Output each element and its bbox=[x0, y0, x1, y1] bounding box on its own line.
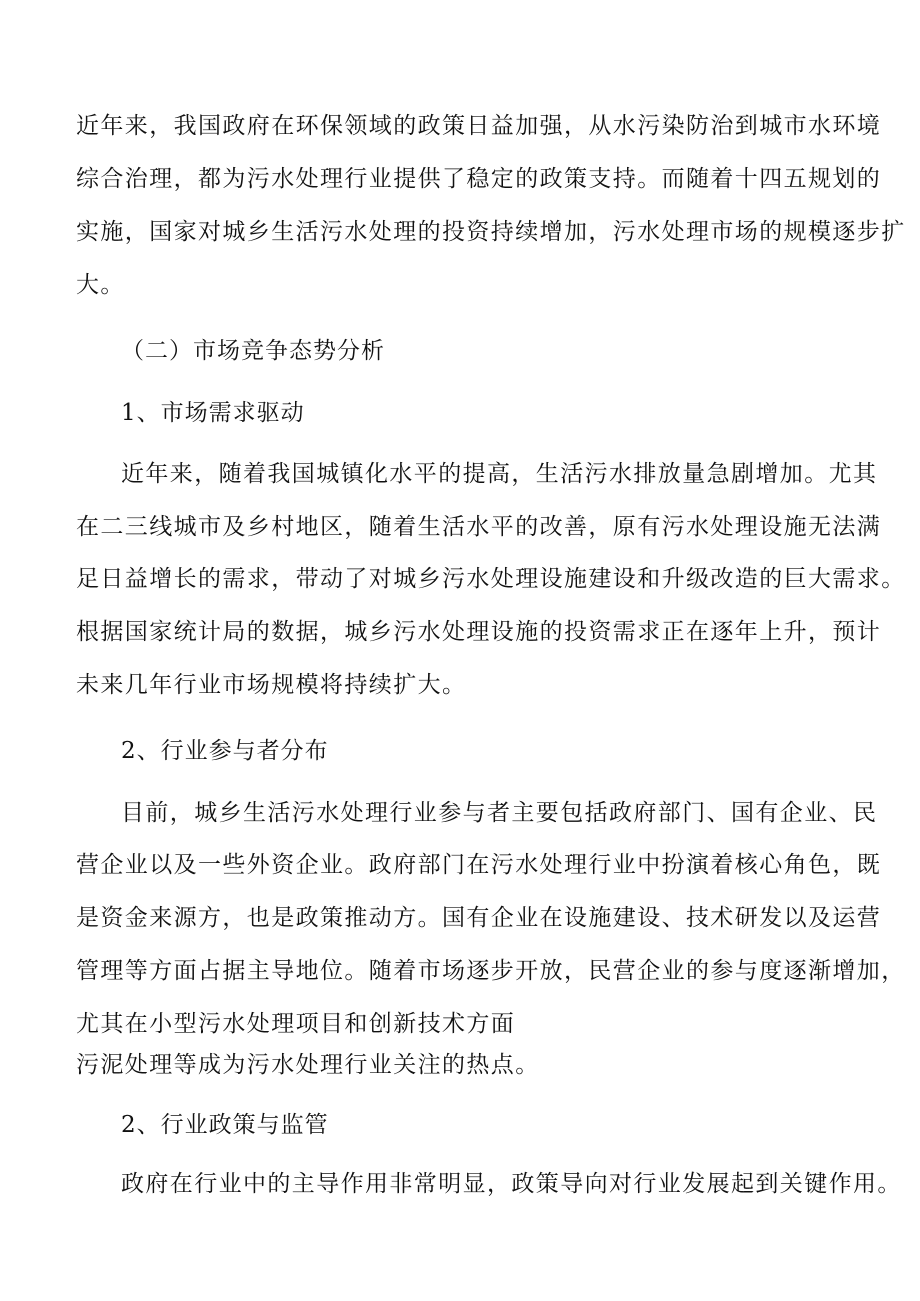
paragraph-line: 未来几年行业市场规模将持续扩大。 bbox=[76, 672, 467, 698]
paragraph-line: 综合治理，都为污水处理行业提供了稳定的政策支持。而随着十四五规划的 bbox=[76, 166, 882, 192]
paragraph-line: 污泥处理等成为污水处理行业关注的热点。 bbox=[76, 1052, 540, 1078]
section-heading: （二）市场竞争态势分析 bbox=[121, 338, 385, 364]
paragraph-line: 政府在行业中的主导作用非常明显，政策导向对行业发展起到关键作用。 bbox=[121, 1171, 902, 1197]
paragraph-line: 在二三线城市及乡村地区，随着生活水平的改善，原有污水处理设施无法满 bbox=[76, 514, 882, 540]
subsection-title-policy: 2、行业政策与监管 bbox=[121, 1112, 329, 1138]
paragraph-line: 管理等方面占据主导地位。随着市场逐步开放，民营企业的参与度逐渐增加， bbox=[76, 958, 906, 984]
paragraph-line: 尤其在小型污水处理项目和创新技术方面 bbox=[76, 1011, 516, 1037]
paragraph-line: 营企业以及一些外资企业。政府部门在污水处理行业中扮演着核心角色，既 bbox=[76, 852, 882, 878]
paragraph-line: 足日益增长的需求，带动了对城乡污水处理设施建设和升级改造的巨大需求。 bbox=[76, 566, 906, 592]
paragraph-line: 是资金来源方，也是政策推动方。国有企业在设施建设、技术研发以及运营 bbox=[76, 905, 882, 931]
paragraph-line: 近年来，随着我国城镇化水平的提高，生活污水排放量急剧增加。尤其 bbox=[121, 461, 878, 487]
subsection-title-participants: 2、行业参与者分布 bbox=[121, 738, 329, 764]
paragraph-line: 实施，国家对城乡生活污水处理的投资持续增加，污水处理市场的规模逐步扩 bbox=[76, 219, 906, 245]
paragraph-line: 目前，城乡生活污水处理行业参与者主要包括政府部门、国有企业、民 bbox=[121, 800, 878, 826]
paragraph-line: 根据国家统计局的数据，城乡污水处理设施的投资需求正在逐年上升，预计 bbox=[76, 619, 882, 645]
subsection-title-demand: 1、市场需求驱动 bbox=[121, 400, 305, 426]
paragraph-line: 近年来，我国政府在环保领域的政策日益加强，从水污染防治到城市水环境 bbox=[76, 113, 882, 139]
paragraph-line: 大。 bbox=[76, 272, 125, 298]
